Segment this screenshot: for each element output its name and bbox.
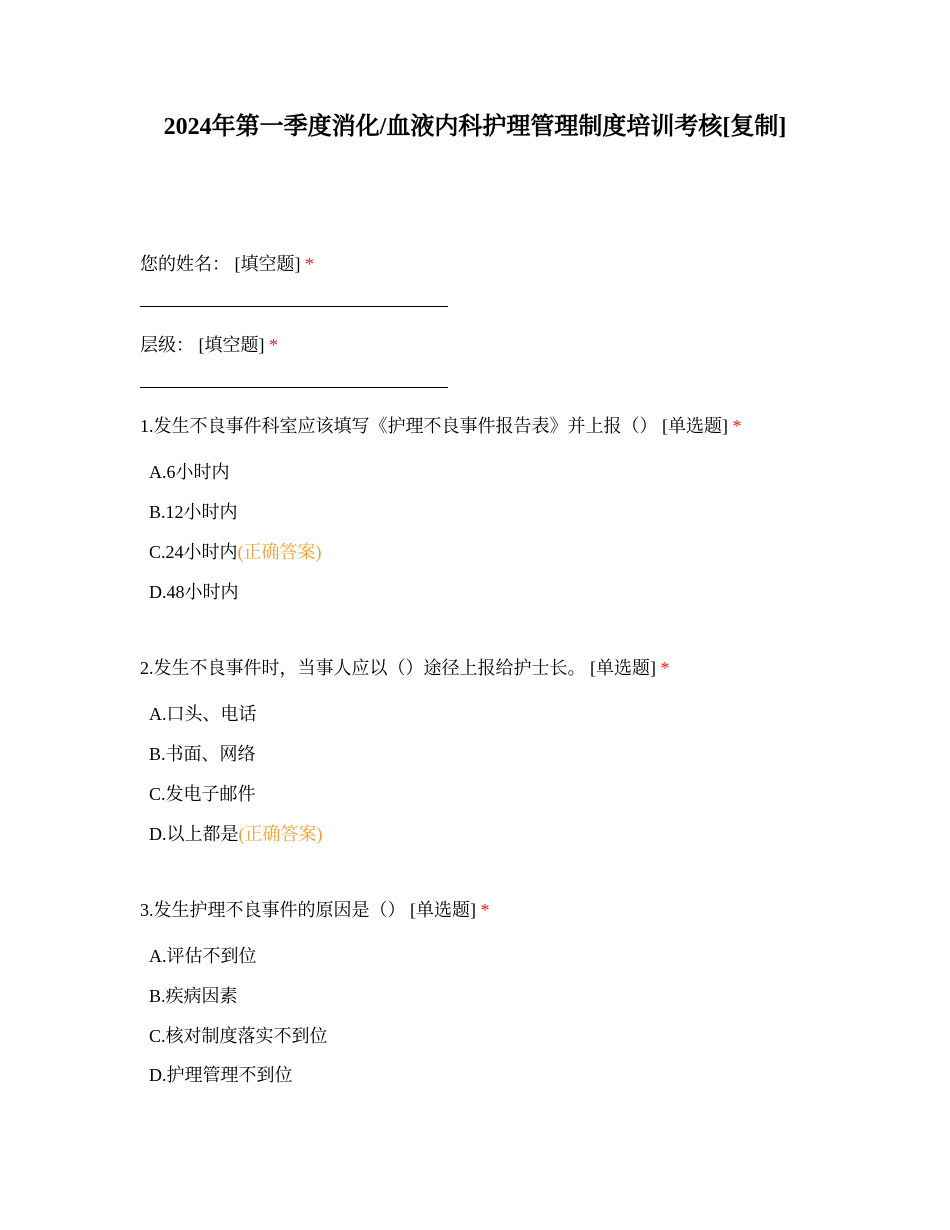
q3-option-b[interactable]	[149, 984, 238, 1008]
option-text: C.24小时内	[149, 542, 238, 562]
question-type-tag: [单选题]	[590, 658, 656, 678]
option-text: B.疾病因素	[149, 986, 238, 1006]
q3-option-d[interactable]	[149, 1063, 293, 1087]
q1-option-a[interactable]	[149, 460, 230, 484]
question-name	[140, 252, 314, 276]
question-1	[140, 414, 742, 438]
question-type-tag: [填空题]	[198, 335, 265, 355]
required-mark: *	[480, 900, 490, 920]
option-text: D.以上都是	[149, 824, 239, 844]
option-text: D.48小时内	[149, 582, 239, 602]
question-3	[140, 898, 490, 922]
correct-answer-mark: (正确答案)	[238, 824, 323, 844]
correct-answer-mark: (正确答案)	[237, 542, 322, 562]
option-text: A.口头、电话	[149, 704, 257, 724]
level-answer-line[interactable]	[140, 387, 448, 388]
q1-option-c[interactable]	[149, 540, 322, 564]
option-text: B.书面、网络	[149, 744, 256, 764]
q2-option-d[interactable]	[149, 822, 323, 846]
required-mark: *	[305, 254, 314, 274]
q2-option-c[interactable]	[149, 782, 256, 806]
name-answer-line[interactable]	[140, 306, 448, 307]
question-text: 1.发生不良事件科室应该填写《护理不良事件报告表》并上报（）	[140, 416, 658, 436]
question-text: 2.发生不良事件时，当事人应以（）途径上报给护士长。	[140, 658, 586, 678]
option-text: A.6小时内	[149, 462, 230, 482]
required-mark: *	[660, 658, 670, 678]
question-type-tag: [单选题]	[410, 900, 476, 920]
required-mark: *	[732, 416, 742, 436]
question-2	[140, 656, 670, 680]
question-level	[140, 333, 278, 357]
option-text: B.12小时内	[149, 502, 238, 522]
required-mark: *	[269, 335, 278, 355]
option-text: C.核对制度落实不到位	[149, 1026, 328, 1046]
question-label: 层级：	[140, 335, 194, 355]
option-text: D.护理管理不到位	[149, 1065, 293, 1085]
q2-option-a[interactable]	[149, 702, 257, 726]
q3-option-c[interactable]	[149, 1024, 328, 1048]
question-type-tag: [填空题]	[234, 254, 301, 274]
question-type-tag: [单选题]	[662, 416, 728, 436]
q1-option-b[interactable]	[149, 500, 238, 524]
option-text: A.评估不到位	[149, 946, 257, 966]
q2-option-b[interactable]	[149, 742, 256, 766]
q1-option-d[interactable]	[149, 580, 239, 604]
question-text: 3.发生护理不良事件的原因是（）	[140, 900, 406, 920]
question-label: 您的姓名：	[140, 254, 230, 274]
q3-option-a[interactable]	[149, 944, 257, 968]
page-title: 2024年第一季度消化/血液内科护理管理制度培训考核[复制]	[163, 114, 787, 140]
option-text: C.发电子邮件	[149, 784, 256, 804]
